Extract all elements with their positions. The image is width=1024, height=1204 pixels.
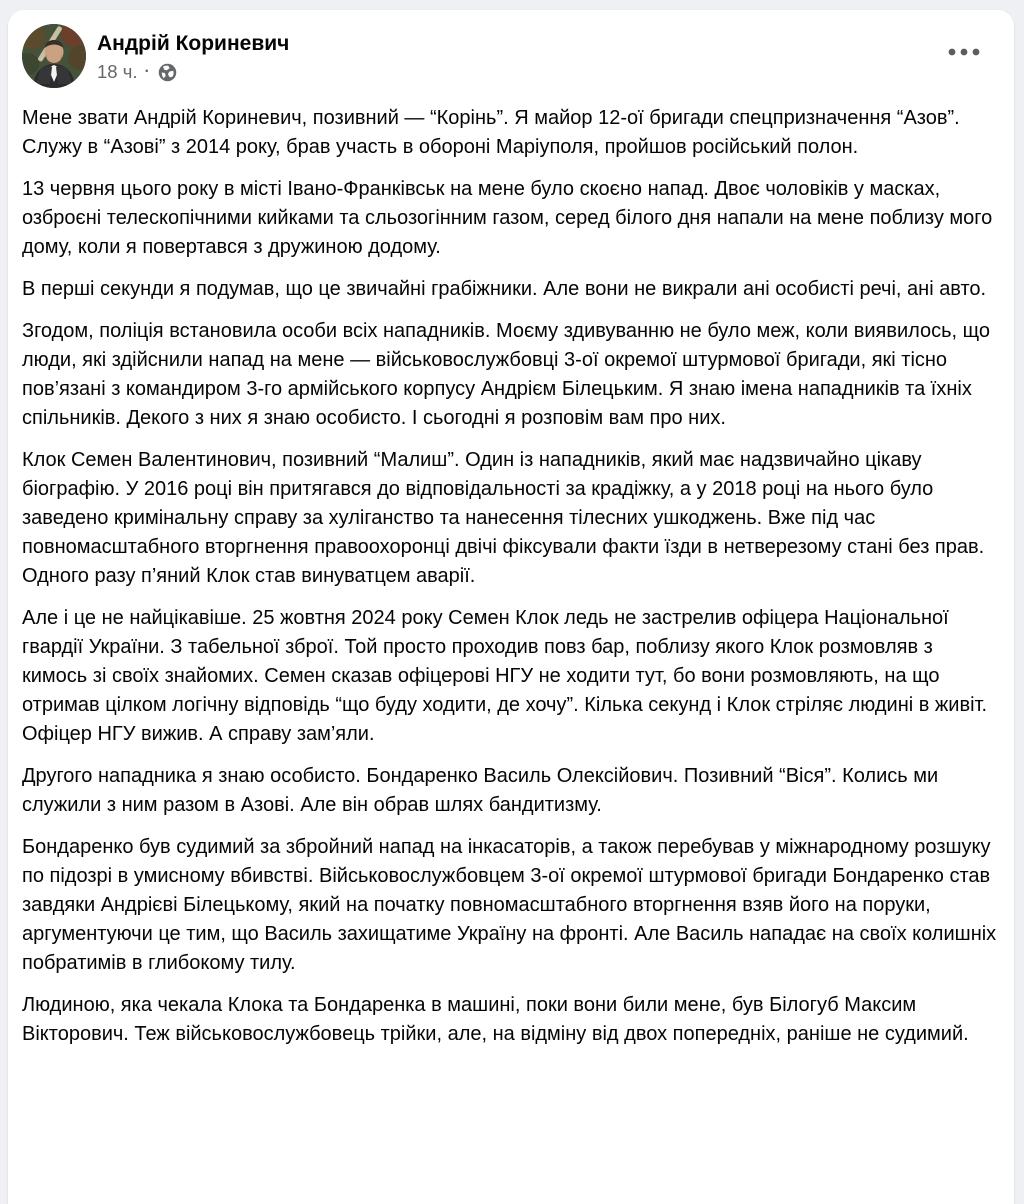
post-menu-button[interactable] — [940, 40, 988, 64]
ellipsis-icon — [946, 46, 982, 58]
globe-icon — [157, 62, 178, 83]
post-paragraph: Бондаренко був судимий за збройний напад на інкасаторів, а також перебував у міжнародному розшуку по підозрі в умисному вбивстві. Військовослужбовцем 3-ої окремої штурмової бригади Бондаренко став завдяки Андрієві Білецькому, який на початку повномасштабного вторгнення взяв його на поруки, аргументуючи це тим, що Василь захищатиме Україну на фронті. Але Василь нападає на своїх колишніх побратимів в глибокому тилу. — [22, 836, 997, 974]
post-paragraph: Згодом, поліція встановила особи всіх нападників. Моєму здивуванню не було меж, коли виявилось, що люди, які здійснили напад на мене — військовослужбовці 3-ої окремої штурмової бригади, які тісно пов’язані з командиром 3-го армійського корпусу Андрієм Білецьким. Я знаю імена нападників та їхніх спільників. Декого з них я знаю особисто. І сьогодні я розповім вам про них. — [22, 320, 991, 429]
post-paragraph: Другого нападника я знаю особисто. Бондаренко Василь Олексійович. Позивний “Віся”. Колись ми служили з ним разом в Азові. Але він обрав шлях бандитизму. — [22, 765, 939, 816]
author-name[interactable]: Андрій Кориневич — [97, 32, 290, 55]
post-card — [8, 10, 1014, 1204]
post-paragraph: Клок Семен Валентинович, позивний “Малиш”. Один із нападників, який має надзвичайно цікаву біографію. У 2016 році він притягався до відповідальності за крадіжку, а у 2018 році на нього було заведено кримінальну справу за хуліганство та нанесення тілесних ушкоджень. Вже під час повномасштабного вторгнення правоохоронці двічі фіксували факти їзди в нетверезому стані без прав. Одного разу п’яний Клок став винуватцем аварії. — [22, 449, 985, 587]
post-body — [8, 88, 1014, 1049]
avatar[interactable] — [22, 24, 86, 88]
meta-separator: · — [144, 63, 150, 81]
timestamp[interactable]: 18 ч. — [97, 61, 138, 83]
profile-photo-icon — [22, 24, 86, 88]
post-header — [8, 10, 1014, 88]
header-text — [97, 24, 289, 83]
post-paragraph: В перші секунди я подумав, що це звичайні грабіжники. Але вони не викрали ані особисті речі, ані авто. — [22, 278, 987, 300]
post-paragraph: Але і це не найцікавіше. 25 жовтня 2024 року Семен Клок ледь не застрелив офіцера Національної гвардії України. З табельної зброї. Той просто проходив повз бар, поблизу якого Клок розмовляв з кимось зі своїх знайомих. Семен сказав офіцерові НГУ не ходити тут, бо вони розмовляють, на що отримав цілком логічну відповідь “що буду ходити, де хочу”. Кілька секунд і Клок стріляє людині в живіт. Офіцер НГУ вижив. А справу зам’яли. — [22, 607, 988, 745]
post-paragraph: Людиною, яка чекала Клока та Бондаренка в машині, поки вони били мене, був Білогуб Максим Вікторович. Теж військовослужбовець трійки, але, на відміну від двох попередніх, раніше не судимий. — [22, 994, 969, 1045]
post-paragraph: 13 червня цього року в місті Івано-Франківськ на мене було скоєно напад. Двоє чоловіків у масках, озброєні телескопічними кийками та сльозогінним газом, серед білого дня напали на мене поблизу мого дому, коли я повертався з дружиною додому. — [22, 178, 993, 258]
post-meta[interactable] — [97, 61, 289, 83]
post-paragraph: Мене звати Андрій Кориневич, позивний — “Корінь”. Я майор 12-ої бригади спецпризначення “Азов”. Служу в “Азові” з 2014 року, брав участь в обороні Маріуполя, пройшов російський полон. — [22, 107, 960, 158]
